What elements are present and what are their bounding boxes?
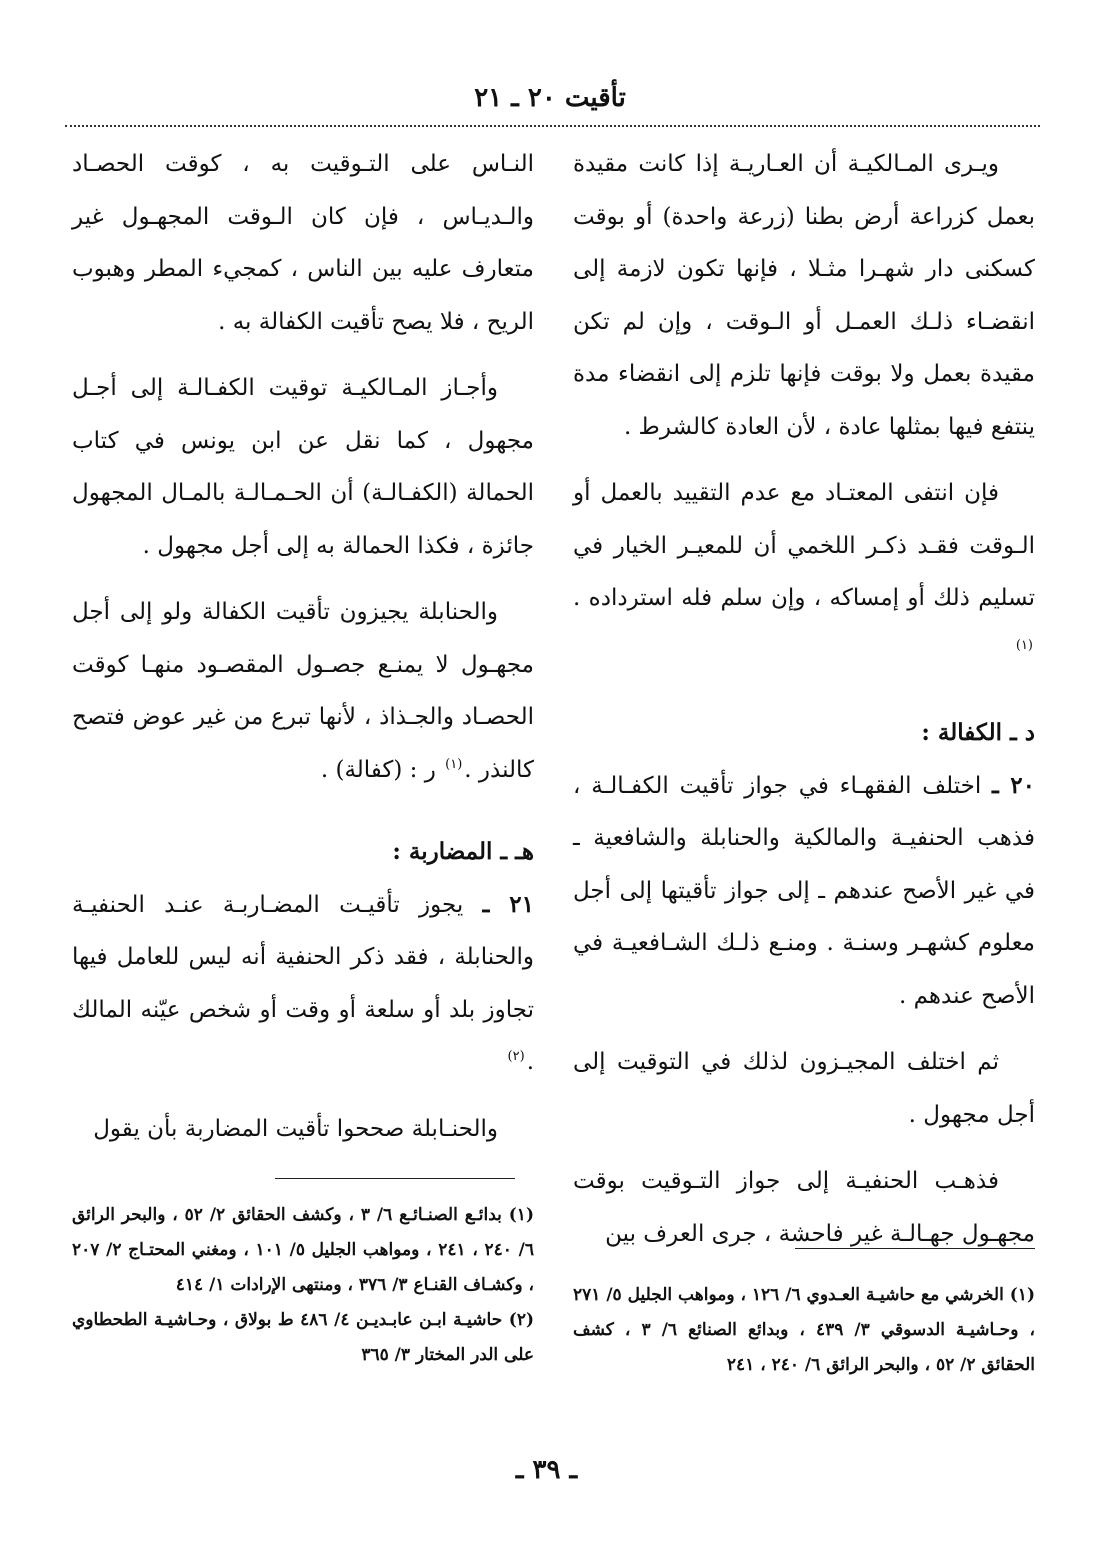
paragraph-text: والحنابلة يجيزون تأقيت الكفالة ولو إلى أجل مجهـول لا يمنـع جصـول المقصـود منهـا كوقت الحصـاد والجـذاذ ، لأنها تبرع من غير عوض فتصح كالنذر . [72, 599, 534, 783]
numbered-paragraph [72, 879, 534, 1089]
section-heading: هـ ـ المضاربة : [392, 838, 534, 865]
paragraph-text: وأجـاز المـالكيـة توقيت الكفـالـة إلى أجـل مجهول ، كما نقل عن ابن يونس في كتاب الحمالة (الكفـالـة) أن الحـمـالـة بالمـال المجهول جائزة ، فكذا الحمالة به إلى أجل مجهول . [72, 375, 534, 559]
paragraph-text: يجوز تأقيـت المضـاربـة عنـد الحنفيـة والحنابلة ، فقد ذكر الحنفية أنه ليس للعامل فيها تجاوز بلد أو سلعة أو وقت أو شخص عيّنه المالك . [72, 891, 534, 1075]
running-header: تأقيت ٢٠ ـ ٢١ [474, 83, 626, 113]
numbered-paragraph [573, 760, 1035, 1023]
footnote-reference: (١) [445, 756, 463, 772]
paragraph-text: فذهـب الحنفيـة إلى جواز التـوقيت بوقت مجهـول جهـالـة غير فاحشة ، جرى العرف بين [573, 1168, 1035, 1247]
section-heading: د ـ الكفالة : [921, 719, 1035, 746]
paragraph-number: ٢١ ـ [482, 890, 534, 918]
footnote: (١) الخرشي مع حاشيـة العـدوي ٦/ ١٢٦ ، ومواهب الجليل ٥/ ٢٧١ ، وحـاشيـة الدسوقي ٣/ ٤٣٩ ، وبدائع الصنائع ٦/ ٣ ، كشف الحقائق ٢/ ٥٢ ، والبحر الرائق ٦/ ٢٤٠ ، ٢٤١ [573, 1285, 1035, 1375]
paragraph [573, 1036, 1035, 1141]
paragraph-text: اختلف الفقهـاء في جواز تأقيت الكفـالـة ، فذهب الحنفيـة والمالكية والحنابلة والشافعية ـ في غير الأصح عندهم ـ إلى جواز تأقيتها إلى أجل معلوم كشهـر وسنـة . ومنـع ذلـك الشـافعيـة في الأصح عندهم . [573, 772, 1035, 1009]
paragraph [573, 1155, 1035, 1260]
paragraph [573, 467, 1035, 677]
footnote-reference: (١) [1015, 637, 1033, 653]
paragraph [72, 138, 534, 348]
paragraph-number: ٢٠ ـ [992, 771, 1035, 799]
paragraph-text: ويـرى المـالكيـة أن العـاريـة إذا كانت مقيدة بعمل كزراعة أرض بطنا (زرعة واحدة) أو بوقت كسكنى دار شهـرا مثـلا ، فإنها تكون لازمة إلى انقضـاء ذلـك العمـل أو الـوقت ، وإن لم تكن مقيدة بعمل ولا بوقت فإنها تلزم إلى انقضاء مدة ينتفع فيها بمثلها عادة ، لأن العادة كالشرط . [573, 151, 1035, 440]
footnote-separator-right [795, 1248, 1035, 1249]
left-column [72, 138, 534, 1169]
paragraph [72, 586, 534, 796]
footnotes-left [72, 1198, 534, 1373]
footnotes-right [573, 1278, 1035, 1383]
paragraph [72, 1103, 534, 1156]
paragraph-text: ثم اختلف المجيـزون لذلك في التوقيت إلى أجل مجهول . [573, 1049, 1035, 1128]
paragraph-text: النـاس على التـوقيت به ، كوقت الحصـاد والـديـاس ، فإن كان الـوقت المجهـول غير متعارف عليه بين الناس ، كمجيء المطر وهبوب الريح ، فلا يصح تأقيت الكفالة به . [72, 151, 534, 335]
cross-reference: ر : (كفالة) . [320, 756, 436, 783]
footnote-reference: (٢) [507, 1049, 525, 1065]
footnote: (١) بدائـع الصنـائـع ٦/ ٣ ، وكشف الحقائق ٢/ ٥٢ ، والبحر الرائق ٦/ ٢٤٠ ، ٢٤١ ، ومواهب الجليل ٥/ ١٠١ ، ومغني المحتـاج ٢/ ٢٠٧ ، وكشـاف القنـاع ٣/ ٣٧٦ ، ومنتهى الإرادات ١/ ٤١٤ [72, 1205, 534, 1295]
page-number: ـ ٣٩ ـ [515, 1455, 578, 1485]
header-dotted-rule [65, 125, 1040, 127]
paragraph [72, 362, 534, 572]
right-column [573, 138, 1035, 1274]
footnote: (٢) حاشيـة ابـن عابـديـن ٤/ ٤٨٦ ط بولاق ، وحـاشيـة الطحطاوي على الدر المختار ٣/ ٣٦٥ [72, 1310, 534, 1365]
paragraph-text: فإن انتفى المعتـاد مع عدم التقييد بالعمل أو الـوقت فقـد ذكـر اللخمي أن للمعيـر الخيار في تسليم ذلك أو إمساكه ، وإن سلم فله استرداده . [573, 480, 1035, 611]
footnote-separator-left [275, 1178, 515, 1179]
paragraph [573, 138, 1035, 453]
paragraph-text: والحنـابلة صححوا تأقيت المضاربة بأن يقول [93, 1115, 498, 1142]
